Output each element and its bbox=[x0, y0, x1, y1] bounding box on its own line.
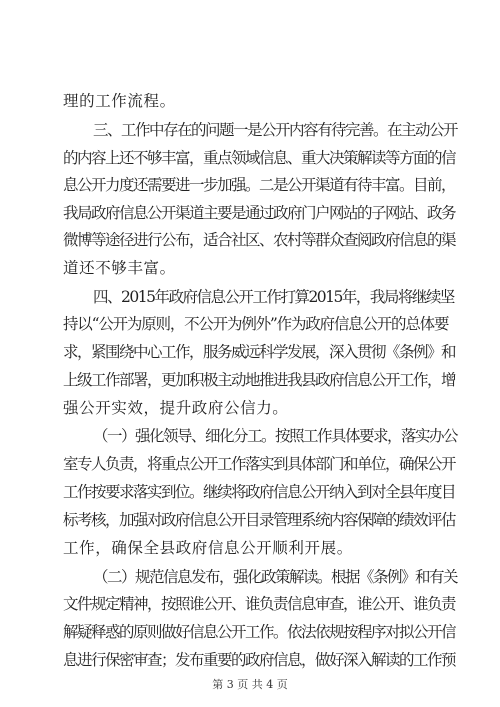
body-line-12: 强公开实效，提升政府公信力。 bbox=[63, 399, 289, 417]
body-line-18: （二）规范信息发布，强化政策解读。根据《条例》和有关 bbox=[93, 568, 458, 586]
body-line-15: 工作按要求落实到位。继续将政府信息公开纳入到对全县年度目 bbox=[63, 483, 456, 501]
body-line-13: （一）强化领导、细化分工。按照工作具体要求，落实办公 bbox=[93, 427, 458, 445]
body-line-4: 息公开力度还需要进一步加强。二是公开渠道有待丰富。目前， bbox=[63, 176, 456, 194]
body-line-19: 文件规定精神，按照谁公开、谁负责信息审查，谁公开、谁负责 bbox=[63, 595, 456, 613]
body-line-20: 解疑释惑的原则做好信息公开工作。依法依规按程序对拟公开信 bbox=[63, 623, 456, 641]
body-line-2: 三、工作中存在的问题一是公开内容有待完善。在主动公开 bbox=[93, 121, 458, 139]
body-line-5: 我局政府信息公开渠道主要是通过政府门户网站的子网站、政务 bbox=[63, 204, 456, 222]
body-line-6: 微博等途径进行公布，适合社区、农村等群众查阅政府信息的渠 bbox=[63, 231, 456, 249]
body-line-3: 的内容上还不够丰富，重点领域信息、重大决策解读等方面的信 bbox=[63, 149, 456, 167]
body-line-11: 上级工作部署，更加积极主动地推进我县政府信息公开工作，增 bbox=[63, 371, 456, 389]
body-line-14: 室专人负责，将重点公开工作落实到具体部门和单位，确保公开 bbox=[63, 455, 456, 473]
body-line-9: 持以“公开为原则，不公开为例外”作为政府信息公开的总体要 bbox=[63, 315, 449, 333]
body-line-10: 求，紧围绕中心工作，服务威远科学发展，深入贯彻《条例》和 bbox=[63, 343, 456, 361]
body-line-8: 四、2015年政府信息公开工作打算2015年，我局将继续坚 bbox=[93, 288, 454, 306]
page-footer: 第 3 页 共 4 页 bbox=[212, 678, 288, 691]
body-line-17: 工作，确保全县政府信息公开顺利开展。 bbox=[63, 539, 353, 557]
body-line-7: 道还不够丰富。 bbox=[63, 259, 176, 277]
body-line-1: 理的工作流程。 bbox=[63, 92, 176, 110]
body-line-21: 息进行保密审查；发布重要的政府信息，做好深入解读的工作预 bbox=[63, 651, 456, 669]
body-line-16: 标考核，加强对政府信息公开目录管理系统内容保障的绩效评估 bbox=[63, 511, 456, 529]
